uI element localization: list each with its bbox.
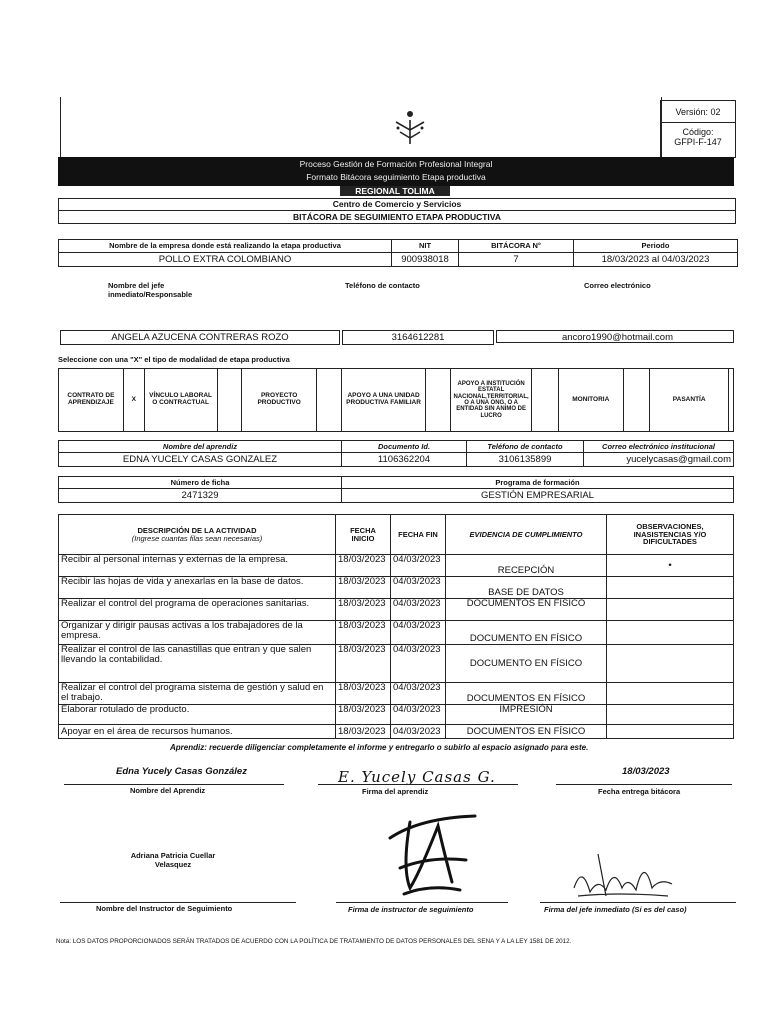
- activity-description: Recibir las hojas de vida y anexarlas en la base de datos.: [59, 577, 336, 599]
- modality-contrato: CONTRATO DE APRENDIZAJE: [59, 369, 124, 432]
- activity-start: 18/03/2023: [336, 705, 391, 725]
- apprentice-email-header: Correo electrónico institucional: [584, 441, 734, 453]
- apprentice-signature: E. Yucely Casas G.: [338, 768, 496, 786]
- apprentice-name-label: Nombre del Aprendiz: [130, 786, 206, 795]
- activity-start: 18/03/2023: [336, 555, 391, 577]
- nit-value: 900938018: [392, 253, 459, 267]
- company-name: POLLO EXTRA COLOMBIANO: [59, 253, 392, 267]
- modality-institucion-mark: [532, 369, 559, 432]
- activity-end: 04/03/2023: [391, 705, 446, 725]
- apprentice-signed-name: Edna Yucely Casas González: [116, 766, 247, 777]
- boss-email-label: Correo electrónico: [584, 281, 651, 290]
- activity-end: 04/03/2023: [391, 555, 446, 577]
- center-bar: Centro de Comercio y Servicios: [58, 198, 736, 211]
- program-value: GESTIÓN EMPRESARIAL: [342, 489, 734, 503]
- ficha-header: Número de ficha: [59, 477, 342, 489]
- apprentice-doc-header: Documento Id.: [342, 441, 467, 453]
- activity-evidence: DOCUMENTO EN FÍSICO: [446, 645, 607, 683]
- activity-start: 18/03/2023: [336, 621, 391, 645]
- nit-header: NIT: [392, 240, 459, 253]
- activity-end: 04/03/2023: [391, 599, 446, 621]
- activity-description: Apoyar en el área de recursos humanos.: [59, 725, 336, 739]
- activity-observation: [607, 705, 734, 725]
- activity-observation: [607, 725, 734, 739]
- apprentice-signature-line: [318, 784, 518, 785]
- modality-vinculo-mark: [217, 369, 242, 432]
- modality-unidad-mark: [426, 369, 451, 432]
- table-row: [59, 621, 734, 645]
- activity-observation: [607, 577, 734, 599]
- activity-observation: [607, 621, 734, 645]
- activity-description: Elaborar rotulado de producto.: [59, 705, 336, 725]
- activity-evidence: DOCUMENTOS EN FÍSICO: [446, 683, 607, 705]
- boss-signature-label: Firma del jefe inmediato (Si es del caso): [544, 905, 687, 914]
- activity-evidence: DOCUMENTO EN FÍSICO: [446, 621, 607, 645]
- apprentice-reminder: Aprendiz: recuerde diligenciar completamente el informe y entregarlo o subirlo al espacio asignado para este.: [170, 743, 589, 752]
- activity-description-sub: (Ingrese cuantas filas sean necesarias): [131, 533, 263, 543]
- table-row: [59, 555, 734, 577]
- activity-description: Organizar y dirigir pausas activas a los trabajadores de la empresa.: [59, 621, 336, 645]
- instructor-signature-label: Firma de instructor de seguimiento: [348, 905, 474, 914]
- table-row: [59, 705, 734, 725]
- activity-evidence: BASE DE DATOS: [446, 577, 607, 599]
- activity-observation: •: [607, 555, 734, 577]
- activity-start: 18/03/2023: [336, 577, 391, 599]
- instructor-name: Adriana Patricia Cuellar Velasquez: [130, 851, 216, 869]
- activity-start: 18/03/2023: [336, 683, 391, 705]
- table-row: [59, 645, 734, 683]
- modality-contrato-mark: X: [123, 369, 144, 432]
- apprentice-phone-header: Teléfono de contacto: [467, 441, 584, 453]
- evidence-header: EVIDENCIA DE CUMPLIMIENTO: [446, 515, 607, 555]
- activity-evidence: DOCUMENTOS EN FÍSICO: [446, 599, 607, 621]
- modality-institucion: APOYO A INSTITUCIÓN ESTATAL NACIONAL,TERRITORIAL, O A UNA ONG, O A ENTIDAD SIN ANIMO DE LUCRO: [451, 369, 532, 432]
- version-label: Versión: 02: [661, 101, 735, 123]
- activity-evidence: DOCUMENTOS EN FÍSICO: [446, 725, 607, 739]
- activity-end: 04/03/2023: [391, 645, 446, 683]
- activity-description: Realizar el control del programa sistema de gestión y salud en el trabajo.: [59, 683, 336, 705]
- activity-start: 18/03/2023: [336, 599, 391, 621]
- modality-proyecto-mark: [316, 369, 341, 432]
- activity-observation: [607, 599, 734, 621]
- modality-pasantia: PASANTÍA: [650, 369, 729, 432]
- code-label: Código:: [682, 127, 714, 137]
- modality-vinculo: VÍNCULO LABORAL O CONTRACTUAL: [144, 369, 217, 432]
- activity-start: 18/03/2023: [336, 645, 391, 683]
- company-table: [58, 239, 738, 267]
- modality-pasantia-mark: [729, 369, 734, 432]
- modality-unidad-familiar: APOYO A UNA UNIDAD PRODUCTIVA FAMILIAR: [341, 369, 426, 432]
- activity-description: Realizar el control de las canastillas que entran y que salen llevando la contabilidad.: [59, 645, 336, 683]
- ficha-value: 2471329: [59, 489, 342, 503]
- boss-phone: 3164612281: [342, 330, 494, 345]
- apprentice-phone: 3106135899: [467, 453, 584, 467]
- apprentice-email: yucelycasas@gmail.com: [584, 453, 734, 467]
- table-row: [59, 599, 734, 621]
- delivery-date: 18/03/2023: [622, 766, 670, 777]
- activity-observation: [607, 683, 734, 705]
- modality-prompt: Seleccione con una "X" el tipo de modalidad de etapa productiva: [58, 355, 290, 364]
- modality-table: [58, 368, 734, 432]
- instructor-signature-drawing: [380, 808, 490, 900]
- modality-proyecto: PROYECTO PRODUCTIVO: [242, 369, 317, 432]
- period-value: 18/03/2023 al 04/03/2023: [574, 253, 738, 267]
- activity-evidence: IMPRESIÓN: [446, 705, 607, 725]
- code-value: GFPI-F-147: [674, 137, 722, 147]
- data-policy-note: Nota: LOS DATOS PROPORCIONADOS SERÁN TRATADOS DE ACUERDO CON LA POLÍTICA DE TRATAMIENTO DE DATOS PERSONALES DEL SENA Y A LA LEY 1581 DE 2012.: [56, 938, 572, 945]
- modality-monitoria: MONITORIA: [558, 369, 623, 432]
- boss-signature-drawing: [568, 848, 678, 904]
- bitacora-value: 7: [459, 253, 574, 267]
- activity-observation: [607, 645, 734, 683]
- header-frame: [60, 97, 662, 157]
- start-date-header: FECHA INICIO: [336, 515, 391, 555]
- program-header: Programa de formación: [342, 477, 734, 489]
- apprentice-name: EDNA YUCELY CASAS GONZALEZ: [59, 453, 342, 467]
- table-row: [59, 725, 734, 739]
- activities-table: [58, 514, 734, 739]
- end-date-header: FECHA FIN: [391, 515, 446, 555]
- boss-phone-label: Teléfono de contacto: [345, 281, 420, 290]
- activity-description: Realizar el control del programa de operaciones sanitarias.: [59, 599, 336, 621]
- activity-description-title: DESCRIPCIÓN DE LA ACTIVIDAD: [137, 525, 257, 535]
- regional-bar: REGIONAL TOLIMA: [340, 186, 450, 196]
- activity-evidence: RECEPCIÓN: [446, 555, 607, 577]
- activity-end: 04/03/2023: [391, 621, 446, 645]
- observations-header: OBSERVACIONES, INASISTENCIAS Y/O DIFICULTADES: [607, 515, 734, 555]
- delivery-date-line: [556, 784, 732, 785]
- activity-end: 04/03/2023: [391, 577, 446, 599]
- ficha-table: [58, 476, 734, 503]
- process-title: Proceso Gestión de Formación Profesional Integral: [299, 159, 493, 169]
- instructor-name-line: [60, 902, 296, 903]
- delivery-date-label: Fecha entrega bitácora: [598, 787, 681, 796]
- period-header: Periodo: [574, 240, 738, 253]
- apprentice-name-line: [64, 784, 284, 785]
- boss-email: ancoro1990@hotmail.com: [496, 330, 734, 343]
- apprentice-doc: 1106362204: [342, 453, 467, 467]
- header-black-band: [58, 157, 734, 186]
- boss-name-label: Nombre del jefe inmediato/Responsable: [108, 281, 193, 299]
- apprentice-table: [58, 440, 734, 467]
- instructor-name-label: Nombre del Instructor de Seguimiento: [96, 904, 233, 913]
- activity-end: 04/03/2023: [391, 683, 446, 705]
- document-title: BITÁCORA DE SEGUIMIENTO ETAPA PRODUCTIVA: [58, 210, 736, 224]
- bitacora-header: BITÁCORA N°: [459, 240, 574, 253]
- apprentice-signature-label: Firma del aprendiz: [362, 787, 429, 796]
- activity-end: 04/03/2023: [391, 725, 446, 739]
- boss-signature-line: [540, 902, 736, 903]
- boss-name: ANGELA AZUCENA CONTRERAS ROZO: [60, 330, 340, 345]
- version-box: [660, 100, 736, 158]
- activity-start: 18/03/2023: [336, 725, 391, 739]
- table-row: [59, 683, 734, 705]
- table-row: [59, 577, 734, 599]
- activity-description-header: [59, 515, 336, 555]
- sena-logo: [392, 108, 428, 148]
- company-name-header: Nombre de la empresa donde está realizando la etapa productiva: [59, 240, 392, 253]
- apprentice-name-header: Nombre del aprendiz: [59, 441, 342, 453]
- modality-monitoria-mark: [623, 369, 650, 432]
- instructor-signature-line: [336, 902, 508, 903]
- activity-description: Recibir al personal internas y externas de la empresa.: [59, 555, 336, 577]
- format-title: Formato Bitácora seguimiento Etapa productiva: [306, 172, 486, 182]
